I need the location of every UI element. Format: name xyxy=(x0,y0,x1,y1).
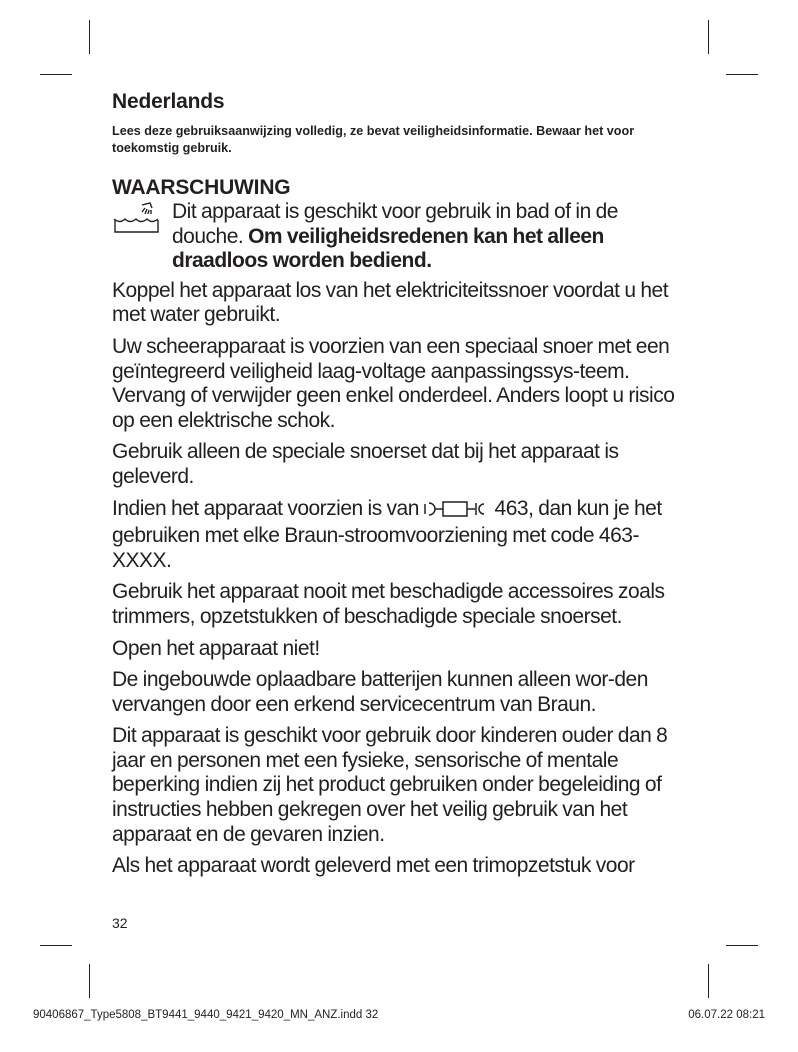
paragraph: Gebruik het apparaat nooit met beschadigde accessoires zoals trimmers, opzetstukken of beschadigde speciale snoerset. xyxy=(112,580,665,628)
paragraph: Dit apparaat is geschikt voor gebruik door kinderen ouder dan 8 jaar en personen met een fysieke, sensorische of mentale beperking indien zij het product gebruiken onder begeleiding of instructies hebben gekregen over het veilig gebruik van het apparaat en de gevaren inzien. xyxy=(112,724,668,846)
crop-mark-top-right-v xyxy=(708,20,709,54)
paragraph: Als het apparaat wordt geleverd met een trimopzetstuk voor xyxy=(112,854,635,878)
warning-block xyxy=(112,200,692,274)
crop-mark-bottom-left-v xyxy=(89,964,90,998)
paragraph: Koppel het apparaat los van het elektriciteitssnoer voordat u het met water gebruikt. xyxy=(112,278,669,327)
warning-text xyxy=(172,200,692,274)
crop-mark-top-right-h xyxy=(726,74,758,75)
crop-mark-bottom-right-v xyxy=(708,964,709,998)
power-supply-icon xyxy=(424,500,490,525)
page-number: 32 xyxy=(112,915,128,931)
crop-mark-top-left-h xyxy=(40,74,72,75)
footer-date: 06.07.22 08:21 xyxy=(688,1009,765,1021)
code-paragraph xyxy=(112,497,692,574)
intro-text: Lees deze gebruiksaanwijzing volledig, ze bevat veiligheidsinformatie. Bewaar het voor toekomstig gebruik. xyxy=(112,124,635,155)
paragraph: Gebruik alleen de speciale snoerset dat bij het apparaat is geleverd. xyxy=(112,440,619,488)
warning-text-normal: Dit apparaat is geschikt voor gebruik in bad of in de douche. xyxy=(172,200,618,248)
page-title: Nederlands xyxy=(112,90,225,113)
paragraph: De ingebouwde oplaadbare batterijen kunnen alleen wor-den vervangen door een erkend servicecentrum van Braun. xyxy=(112,668,648,716)
paragraph: Uw scheerapparaat is voorzien van een speciaal snoer met een geïntegreerd veiligheid laag-voltage aanpassingssys-teem. Vervang of verwijder geen enkel onderdeel. Anders loopt u risico op een elektrische schok. xyxy=(112,334,675,432)
crop-mark-bottom-left-h xyxy=(40,945,72,946)
warning-text-bold: Om veiligheidsredenen kan het alleen draadloos worden bediend. xyxy=(172,224,604,273)
shower-bath-icon xyxy=(112,200,172,274)
footer-file-info: 90406867_Type5808_BT9441_9440_9421_9420_MN_ANZ.indd 32 xyxy=(33,1009,379,1021)
paragraph: Open het apparaat niet! xyxy=(112,636,320,660)
crop-mark-top-left-v xyxy=(89,20,90,54)
crop-mark-bottom-right-h xyxy=(726,945,758,946)
code-paragraph-after: 463, dan kun je het gebruiken met elke Braun-stroomvoorziening met code 463-XXXX. xyxy=(112,496,662,572)
body-text xyxy=(112,279,692,879)
code-paragraph-before: Indien het apparaat voorzien is van xyxy=(112,496,424,520)
warning-title: WAARSCHUWING xyxy=(112,176,291,199)
page-content xyxy=(112,89,692,879)
